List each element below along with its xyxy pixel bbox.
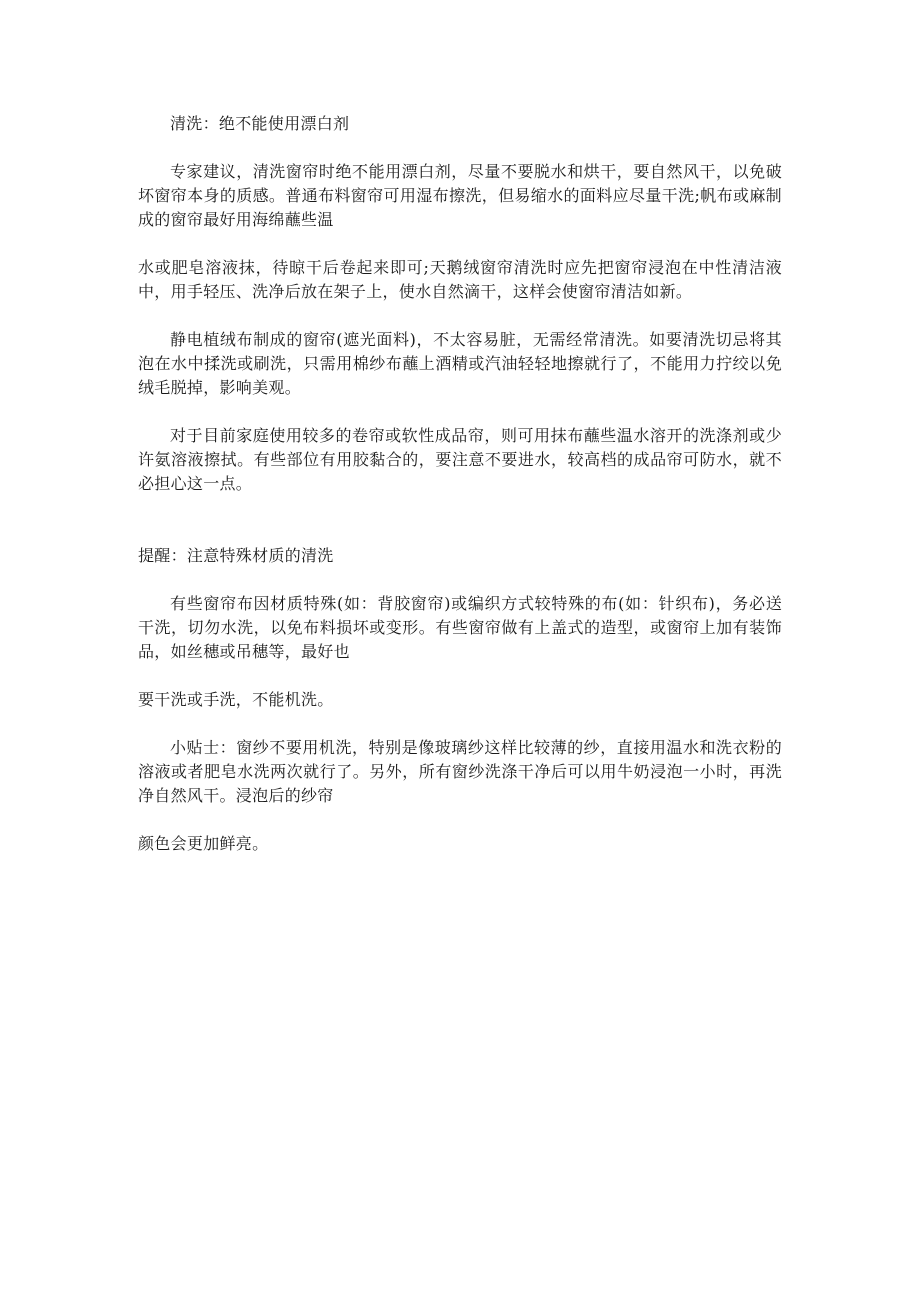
paragraph-expert-advice: 专家建议，清洗窗帘时绝不能用漂白剂，尽量不要脱水和烘干，要自然风干，以免破坏窗帘本身的质感。普通布料窗帘可用湿布擦洗，但易缩水的面料应尽量干洗;帆布或麻制成的窗帘最好用海绵蘸些温 <box>138 162 782 229</box>
section-heading-reminder: 提醒：注意特殊材质的清洗 <box>138 546 334 565</box>
paragraph-expert-advice-continued: 水或肥皂溶液抹，待晾干后卷起来即可;天鹅绒窗帘清洗时应先把窗帘浸泡在中性清洁液中，用手轻压、洗净后放在架子上，使水自然滴干，这样会使窗帘清洁如新。 <box>138 258 782 301</box>
paragraph-tip-sheer-continued: 颜色会更加鲜亮。 <box>138 834 269 853</box>
paragraph-roller-blinds: 对于目前家庭使用较多的卷帘或软性成品帘，则可用抹布蘸些温水溶开的洗涤剂或少许氨溶液擦拭。有些部位有用胶黏合的，要注意不要进水，较高档的成品帘可防水，就不必担心这一点。 <box>138 426 782 493</box>
paragraph-special-materials: 有些窗帘布因材质特殊(如：背胶窗帘)或编织方式较特殊的布(如：针织布)，务必送干洗，切勿水洗，以免布料损坏或变形。有些窗帘做有上盖式的造型，或窗帘上加有装饰品，如丝穗或吊穗等，最好也 <box>138 594 782 661</box>
paragraph-tip-sheer: 小贴士：窗纱不要用机洗，特别是像玻璃纱这样比较薄的纱，直接用温水和洗衣粉的溶液或者肥皂水洗两次就行了。另外，所有窗纱洗涤干净后可以用牛奶浸泡一小时，再洗净自然风干。浸泡后的纱帘 <box>138 738 782 805</box>
paragraph-flocked-curtain: 静电植绒布制成的窗帘(遮光面料)，不太容易脏，无需经常清洗。如要清洗切忌将其泡在水中揉洗或刷洗，只需用棉纱布蘸上酒精或汽油轻轻地擦就行了，不能用力拧绞以免绒毛脱掉，影响美观。 <box>138 330 782 397</box>
section-heading-cleaning: 清洗：绝不能使用漂白剂 <box>170 114 350 133</box>
paragraph-special-materials-continued: 要干洗或手洗，不能机洗。 <box>138 690 334 709</box>
